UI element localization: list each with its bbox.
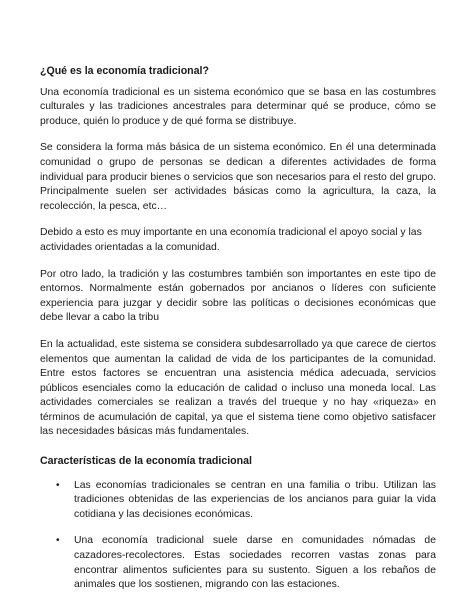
bullet-icon: • bbox=[56, 479, 60, 491]
bullet-icon: • bbox=[56, 535, 60, 547]
paragraph-social-support: Debido a esto es muy importante en una economía tradicional el apoyo social y las actividades orientadas a la comunidad. bbox=[40, 227, 422, 253]
document-page bbox=[40, 64, 436, 605]
paragraph-current-status: En la actualidad, este sistema se considera subdesarrollado ya que carece de ciertos elementos que aumentan la calidad de vida de los participantes de la comunidad. Entre estos factores se encuentran una asistencia médica adecuada, servicios públicos esenciales como la educación de calidad o incluso una moneda local. Las actividades comerciales se realizan a través del trueque y no hay «riqueza» en términos de acumulación de capital, ya que el sistema tiene como objetivo satisfacer las necesidades básicas más fundamentales. bbox=[40, 338, 436, 438]
paragraph-definition: Una economía tradicional es un sistema económico que se basa en las costumbres culturales y las tradiciones ancestrales para determinar qué se produce, cómo se produce, quién lo produce y de qué forma se distribuye. bbox=[40, 86, 436, 127]
paragraph-tradition: Por otro lado, la tradición y las costumbres también son importantes en este tipo de entornos. Normalmente están gobernados por ancianos o líderes con suficiente experiencia para juzgar y decidir sobre las políticas o decisiones económicas que debe llevar a cabo la tribu bbox=[40, 268, 436, 324]
section-heading: Características de la economía tradicional bbox=[40, 455, 252, 468]
list-item-text: Las economías tradicionales se centran en una familia o tribu. Utilizan las tradiciones obtenidas de las experiencias de los ancianos para guiar la vida cotidiana y las decisiones económicas. bbox=[74, 479, 436, 520]
paragraph-basic-form: Se considera la forma más básica de un sistema económico. En él una determinada comunidad o grupo de personas se dedican a diferentes actividades de forma individual para producir bienes o servicios que son necesarios para el resto del grupo. Principalmente suelen ser actividades básicas como la agricultura, la caza, la recolección, la pesca, etc… bbox=[40, 142, 436, 212]
list-item-text: Una economía tradicional suele darse en comunidades nómadas de cazadores-recolectores. Estas sociedades recorren vastas zonas para encontrar alimentos suficientes para su sustento. Siguen a los rebaños de animales que los sostienen, migrando con las estaciones. bbox=[74, 535, 436, 591]
list-item bbox=[40, 534, 436, 592]
document-heading: ¿Qué es la economía tradicional? bbox=[40, 65, 209, 77]
characteristics-list bbox=[40, 479, 436, 593]
list-item bbox=[40, 479, 436, 523]
